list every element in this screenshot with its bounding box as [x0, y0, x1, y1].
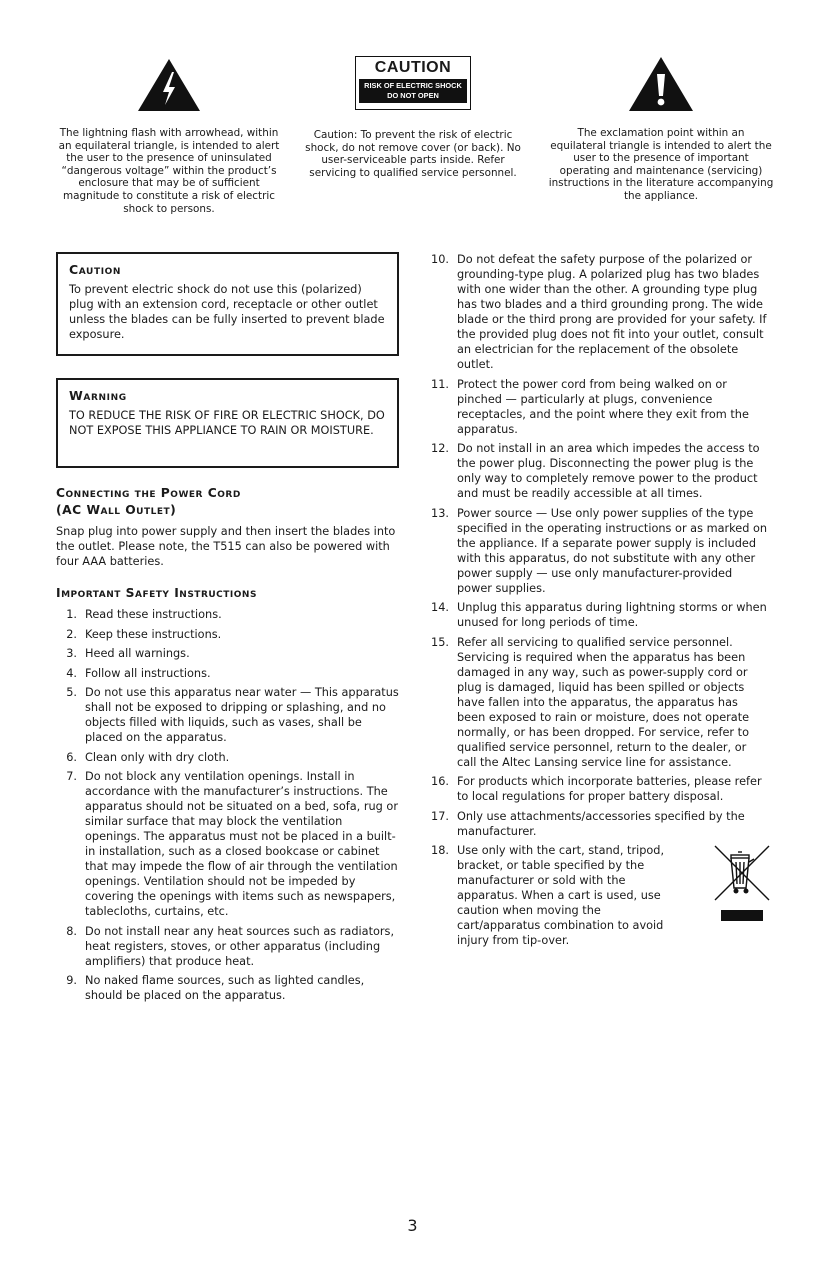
caution-box-title: Caution — [69, 262, 122, 277]
item-number: 4. — [66, 666, 77, 680]
item-number: 12. — [431, 442, 449, 455]
list-item — [428, 252, 768, 372]
warning-box-title: Warning — [69, 388, 127, 403]
power-cord-subtitle: (AC Wall Outlet) — [56, 503, 177, 517]
item-text: Read these instructions. — [85, 608, 222, 621]
item-text: Keep these instructions. — [85, 627, 222, 641]
item-text: Only use attachments/accessories specified by the manufacturer. — [457, 809, 745, 838]
item-text: Use only with the cart, stand, tripod, bracket, or table specified by the manufacturer or sold with the apparatus. When a cart is used, use caution when moving the cart/apparatus combination to avoid injury from tip-over. — [457, 844, 665, 947]
exclamation-description: The exclamation point within an equilateral triangle is intended to alert the user to the presence of important operating and maintenance (servicing) instructions in the literature accompanying the appliance. — [548, 127, 774, 202]
list-item — [56, 973, 399, 1003]
list-item — [428, 506, 768, 596]
item-text: Heed all warnings. — [85, 647, 190, 660]
safety-list-left — [56, 607, 399, 1003]
item-number: 8. — [66, 924, 77, 938]
list-item — [56, 685, 399, 745]
item-text: Do not use this apparatus near water — This apparatus shall not be exposed to dripping or splashing, and no objects filled with liquids, such as vases, shall be placed on the apparatus. — [85, 686, 399, 744]
item-text: Do not defeat the safety purpose of the polarized or grounding-type plug. A polarized plug has two blades with one wider than the other. A grounding type plug has two blades and a third grounding prong. The wide blade or the third prong are provided for your safety. If the provided plug does not fit into your outlet, consult an electrician for the replacement of the obsolete outlet. — [457, 253, 767, 371]
power-cord-section — [56, 485, 399, 569]
safety-section — [56, 585, 399, 1003]
caution-box-text: To prevent electric shock do not use this (polarized) plug with an extension cord, receptacle or other outlet unless the blades can be fully inserted to prevent blade exposure. — [69, 283, 385, 341]
list-item — [56, 607, 399, 622]
item-number: 18. — [431, 844, 449, 857]
list-item — [428, 774, 768, 804]
item-text: Do not install near any heat sources such as radiators, heat registers, stoves, or other apparatus (including amplifiers) that produce heat. — [85, 924, 395, 968]
list-item — [428, 377, 768, 437]
safety-list-right — [428, 252, 768, 839]
item-number: 3. — [66, 647, 77, 660]
warning-box — [56, 378, 399, 468]
list-item — [56, 646, 399, 661]
item-number: 10. — [431, 253, 449, 266]
item-text: Protect the power cord from being walked on or pinched — particularly at plugs, convenience receptacles, and the point where they exit from the apparatus. — [457, 377, 749, 436]
list-item — [428, 441, 768, 501]
caution-label — [355, 56, 471, 110]
list-item — [56, 924, 399, 969]
list-item — [428, 635, 768, 770]
item-number: 16. — [431, 775, 449, 788]
list-item — [56, 627, 399, 642]
item-number: 11. — [431, 377, 449, 391]
item-18-row — [428, 843, 768, 948]
warning-box-text: TO REDUCE THE RISK OF FIRE OR ELECTRIC SHOCK, DO NOT EXPOSE THIS APPLIANCE TO RAIN OR MOISTURE. — [69, 409, 385, 437]
lightning-description: The lightning flash with arrowhead, within an equilateral triangle, is intended to alert the user to the presence of uninsulated “dangerous voltage” within the product’s enclosure that may be of sufficient magnitude to constitute a risk of electric shock to persons. — [58, 127, 280, 215]
item-number: 6. — [66, 750, 77, 764]
item-text: For products which incorporate batteries, please refer to local regulations for proper battery disposal. — [457, 775, 762, 803]
exclamation-symbol-block — [548, 0, 774, 203]
list-item — [56, 769, 399, 919]
item-number: 7. — [66, 770, 77, 783]
item-number: 2. — [66, 627, 77, 641]
page-number: 3 — [407, 1216, 418, 1235]
item-text: Refer all servicing to qualified service personnel. Servicing is required when the apparatus has been damaged in any way, such as power-supply cord or plug is damaged, liquid has been spilled or objects have fallen into the apparatus, the apparatus has been exposed to rain or moisture, does not operate normally, or has been dropped. For service, refer to qualified service personnel, return to the dealer, or call the Altec Lansing service line for assistance. — [457, 635, 750, 769]
caution-symbol-block — [300, 0, 526, 179]
item-text: No naked flame sources, such as lighted candles, should be placed on the apparatus. — [85, 974, 365, 1002]
list-item — [428, 843, 666, 948]
item-number: 5. — [66, 686, 77, 699]
item-number: 1. — [66, 608, 77, 621]
caution-label-title: CAUTION — [374, 59, 452, 76]
lightning-triangle-icon — [137, 58, 201, 112]
list-item — [56, 750, 399, 765]
left-column — [56, 252, 399, 1008]
safety-title: Important Safety Instructions — [56, 586, 257, 600]
caution-label-line1: RISK OF ELECTRIC SHOCK — [364, 81, 462, 90]
caution-label-line2: DO NOT OPEN — [387, 91, 439, 100]
crossed-out-wheelie-bin-icon — [714, 845, 770, 923]
safety-list-item-18 — [428, 843, 666, 948]
item-number: 15. — [431, 635, 449, 649]
item-text: Power source — Use only power supplies of the type specified in the operating instructions or as marked on the appliance. If a separate power supply is included with this apparatus, do not substitute with any other power supply — use only manufacturer-provided power supplies. — [457, 506, 768, 595]
item-number: 13. — [431, 506, 449, 520]
item-text: Follow all instructions. — [85, 666, 211, 680]
power-cord-text: Snap plug into power supply and then insert the blades into the outlet. Please note, the T515 can also be powered with four AAA batteries. — [56, 525, 396, 568]
power-cord-title: Connecting the Power Cord — [56, 486, 241, 500]
item-number: 17. — [431, 809, 449, 823]
list-item — [428, 809, 768, 839]
item-text: Do not install in an area which impedes the access to the power plug. Disconnecting the power plug is the only way to completely remove power to the product and must be readily accessible at all times. — [457, 442, 760, 500]
right-column — [428, 252, 768, 953]
item-text: Do not block any ventilation openings. Install in accordance with the manufacturer’s instructions. The apparatus should not be situated on a bed, sofa, rug or similar surface that may block the ventilation openings. The apparatus must not be placed in a built-in installation, such as a closed bookcase or cabinet that may impede the flow of air through the ventilation openings. Ventilation should not be impeded by covering the openings with items such as newspapers, tablecloths, curtains, etc. — [85, 770, 398, 918]
item-number: 14. — [431, 601, 449, 614]
exclamation-triangle-icon — [628, 56, 694, 112]
caution-description: Caution: To prevent the risk of electric shock, do not remove cover (or back). No user-serviceable parts inside. Refer servicing to qualified service personnel. — [305, 129, 521, 179]
caution-box — [56, 252, 399, 356]
lightning-symbol-block — [56, 0, 282, 215]
item-number: 9. — [66, 974, 77, 987]
list-item — [56, 666, 399, 681]
list-item — [428, 600, 768, 630]
item-text: Unplug this apparatus during lightning storms or when unused for long periods of time. — [457, 601, 767, 629]
item-text: Clean only with dry cloth. — [85, 750, 230, 764]
